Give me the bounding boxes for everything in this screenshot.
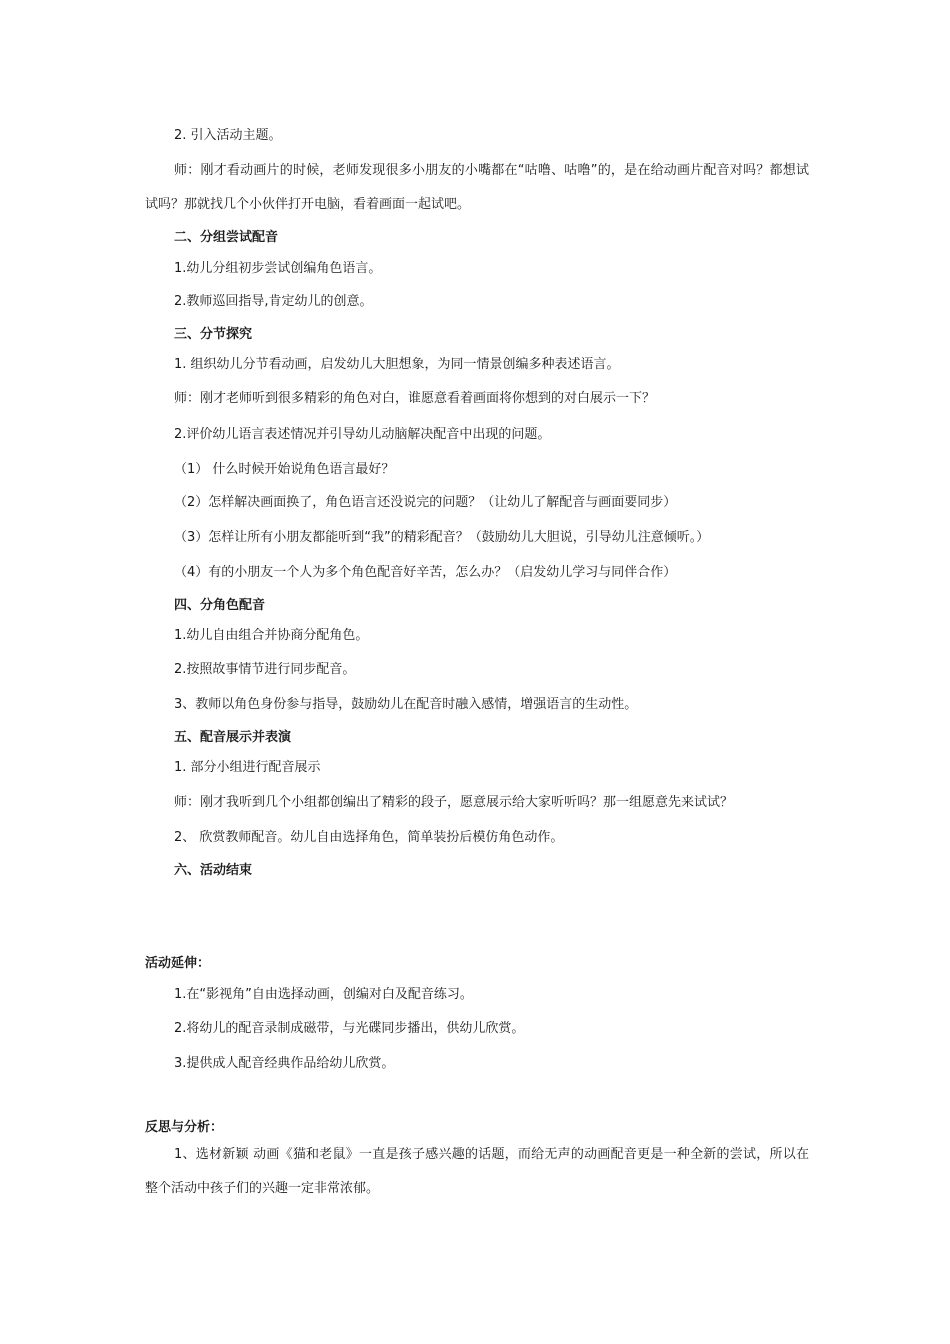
section3-teacher-line: 师：刚才老师听到很多精彩的角色对白，谁愿意看着画面将你想到的对白展示一下？ bbox=[174, 391, 656, 406]
section5-item-1: 1. 部分小组进行配音展示 bbox=[174, 760, 321, 775]
extension-heading: 活动延伸： bbox=[145, 956, 211, 971]
section2-item-1: 1.幼儿分组初步尝试创编角色语言。 bbox=[174, 261, 382, 276]
extension-item-3: 3.提供成人配音经典作品给幼儿欣赏。 bbox=[174, 1056, 395, 1071]
section5-heading: 五、配音展示并表演 bbox=[174, 730, 292, 745]
section4-item-2: 2.按照故事情节进行同步配音。 bbox=[174, 662, 356, 677]
section3-heading: 三、分节探究 bbox=[174, 327, 253, 342]
extension-item-1: 1.在“影视角”自由选择动画，创编对白及配音练习。 bbox=[174, 987, 473, 1002]
section3-question-1: （1） 什么时候开始说角色语言最好？ bbox=[174, 462, 395, 477]
intro-step2: 2. 引入活动主题。 bbox=[174, 128, 282, 143]
section3-question-4: （4）有的小朋友一个人为多个角色配音好辛苦，怎么办？（启发幼儿学习与同伴合作） bbox=[174, 565, 677, 580]
section2-item-2: 2.教师巡回指导,肯定幼儿的创意。 bbox=[174, 294, 373, 309]
section3-question-2: （2）怎样解决画面换了，角色语言还没说完的问题？（让幼儿了解配音与画面要同步） bbox=[174, 495, 677, 510]
section4-heading: 四、分角色配音 bbox=[174, 598, 266, 613]
intro-teacher-line: 师：刚才看动画片的时候，老师发现很多小朋友的小嘴都在“咕噜、咕噜”的，是在给动画片配音对吗？都想试试吗？那就找几个小伙伴打开电脑，看着画面一起试吧。 bbox=[145, 163, 809, 212]
reflection-heading: 反思与分析： bbox=[145, 1120, 224, 1135]
section3-question-3: （3）怎样让所有小朋友都能听到“我”的精彩配音？（鼓励幼儿大胆说，引导幼儿注意倾听。） bbox=[174, 530, 710, 545]
extension-item-2: 2.将幼儿的配音录制成磁带，与光碟同步播出，供幼儿欣赏。 bbox=[174, 1021, 525, 1036]
section4-item-1: 1.幼儿自由组合并协商分配角色。 bbox=[174, 628, 369, 643]
section6-heading: 六、活动结束 bbox=[174, 863, 253, 878]
section3-item-1: 1. 组织幼儿分节看动画，启发幼儿大胆想象，为同一情景创编多种表述语言。 bbox=[174, 357, 620, 372]
section3-item-2: 2.评价幼儿语言表述情况并引导幼儿动脑解决配音中出现的问题。 bbox=[174, 427, 551, 442]
section5-teacher-line: 师：刚才我听到几个小组都创编出了精彩的段子，愿意展示给大家听听吗？那一组愿意先来试试？ bbox=[174, 795, 734, 810]
section4-item-3: 3、教师以角色身份参与指导，鼓励幼儿在配音时融入感情，增强语言的生动性。 bbox=[174, 697, 638, 712]
section5-item-2: 2、 欣赏教师配音。幼儿自由选择角色，简单装扮后模仿角色动作。 bbox=[174, 830, 564, 845]
section2-heading: 二、分组尝试配音 bbox=[174, 230, 279, 245]
reflection-paragraph-1: 1、选材新颖 动画《猫和老鼠》一直是孩子感兴趣的话题，而给无声的动画配音更是一种全新的尝试，所以在整个活动中孩子们的兴趣一定非常浓郁。 bbox=[145, 1147, 809, 1196]
